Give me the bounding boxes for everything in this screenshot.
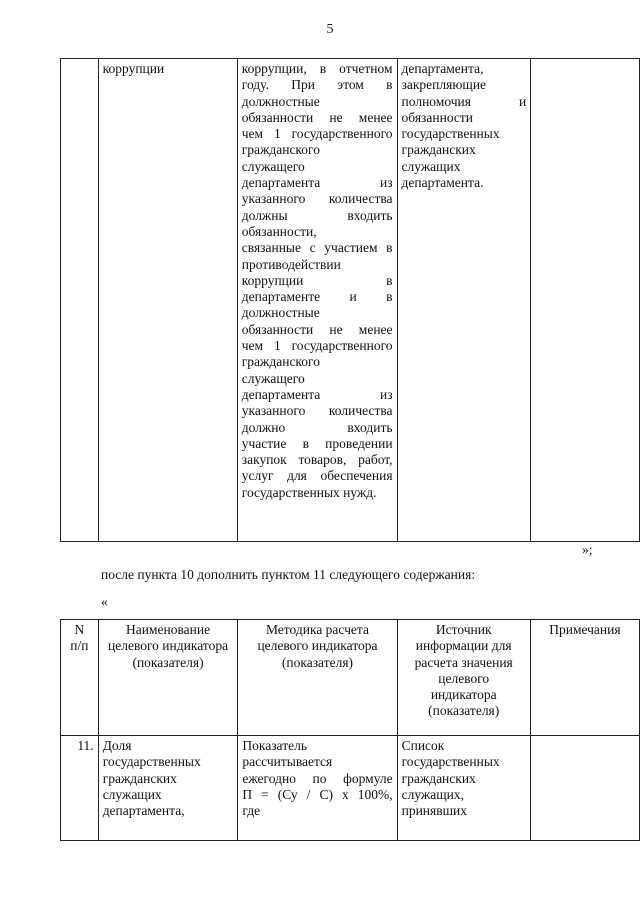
text-line: гражданских <box>401 770 476 786</box>
text-line: государственных <box>401 754 500 770</box>
row-notes <box>530 736 639 841</box>
text-line: указанного количества <box>241 191 393 207</box>
text-line: государственных <box>401 126 500 142</box>
table-cell-source <box>397 59 531 542</box>
header-notes: Примечания <box>530 620 639 736</box>
text-line: департамента, <box>102 803 185 819</box>
header-number <box>61 620 99 736</box>
text-line: должностные <box>241 93 320 109</box>
text-line: служащего <box>241 158 305 174</box>
table-cell-number <box>61 59 99 542</box>
text-line: обязанности не менее <box>241 321 393 337</box>
amendment-paragraph: после пункта 10 дополнить пунктом 11 следующего содержания: <box>101 567 476 582</box>
text-line: должно входить <box>241 419 393 435</box>
closing-quote: »; <box>582 542 593 557</box>
text-line: (показателя) <box>428 703 500 719</box>
text-line: п/п <box>70 638 89 654</box>
text-line: должны входить <box>241 207 393 223</box>
text-line: служащего <box>241 370 305 386</box>
text-line: должностные <box>241 305 320 321</box>
text-line: полномочия и <box>401 93 527 109</box>
table-header-row <box>61 620 640 736</box>
text-line: N <box>74 622 85 637</box>
text-line: ежегодно по формуле <box>242 770 393 786</box>
table-cell-method <box>237 59 397 542</box>
row-number: 11. <box>61 736 99 841</box>
text-line: целевого индикатора <box>108 638 229 654</box>
text-line: информации для <box>415 638 512 654</box>
new-indicator-table <box>60 619 640 841</box>
text-line: П = (Су / С) х 100%, <box>242 786 393 802</box>
text-line: обязанности не менее <box>241 109 393 125</box>
text-line: целевого <box>438 670 490 686</box>
text-line: Показатель <box>242 738 307 753</box>
header-source <box>397 620 530 736</box>
text-line: служащих <box>401 158 461 174</box>
text-line: закупок товаров, работ, <box>241 452 393 468</box>
text-line: услуг для обеспечения <box>241 468 393 484</box>
text-line: (показателя) <box>132 654 204 670</box>
row-source <box>397 736 530 841</box>
text-line: служащих, <box>401 786 464 802</box>
text-line: коррупции, в отчетном <box>241 61 393 76</box>
opening-quote: « <box>101 594 108 609</box>
table-row <box>61 59 640 542</box>
text-line: закрепляющие <box>401 77 487 93</box>
table-cell-indicator <box>98 59 237 542</box>
text-line: департамента, <box>401 61 484 76</box>
text-line: департаменте и в <box>241 289 393 305</box>
text-line: обязанности <box>401 109 474 125</box>
text-line: принявших <box>401 803 467 819</box>
text-line: обязанности, <box>241 223 317 239</box>
text-line: году. При этом в <box>241 77 393 93</box>
text-line: государственных нужд. <box>241 484 377 500</box>
text-line: гражданского <box>241 354 321 370</box>
text-line: Доля <box>102 738 132 753</box>
text-line: государственных <box>102 754 201 770</box>
header-method <box>238 620 397 736</box>
header-indicator-name <box>98 620 238 736</box>
text-line: целевого индикатора <box>257 638 378 654</box>
text-line: Список <box>401 738 445 753</box>
text-line: гражданских <box>102 770 177 786</box>
text-line: департамента. <box>401 175 484 191</box>
text-line: противодействии <box>241 256 341 272</box>
indicator-table-continuation <box>60 58 640 542</box>
text-line: Методика расчета <box>265 622 369 637</box>
table-row <box>61 736 640 841</box>
text-line: индикатора <box>430 687 497 703</box>
table-cell-notes <box>531 59 640 542</box>
text-line: связанные с участием в <box>241 240 393 256</box>
text-line: указанного количества <box>241 403 393 419</box>
text-line: участие в проведении <box>241 435 393 451</box>
row-method <box>238 736 397 841</box>
text-line: служащих <box>102 786 162 802</box>
text-line: рассчитывается <box>242 754 333 770</box>
text-line: (показателя) <box>281 654 354 670</box>
text-line: расчета значения <box>414 654 513 670</box>
row-indicator-name <box>98 736 238 841</box>
text-line: гражданского <box>241 142 321 158</box>
text-line: Наименование <box>125 622 211 637</box>
indicator-text: коррупции <box>102 61 165 76</box>
text-line: Источник <box>435 622 492 637</box>
page-number: 5 <box>326 22 334 37</box>
text-line: гражданских <box>401 142 476 158</box>
text-line: департамента из <box>241 386 393 402</box>
text-line: чем 1 государственного <box>241 338 393 354</box>
text-line: департамента из <box>241 175 393 191</box>
text-line: где <box>242 803 261 819</box>
text-line: чем 1 государственного <box>241 126 393 142</box>
text-line: коррупции в <box>241 272 393 288</box>
